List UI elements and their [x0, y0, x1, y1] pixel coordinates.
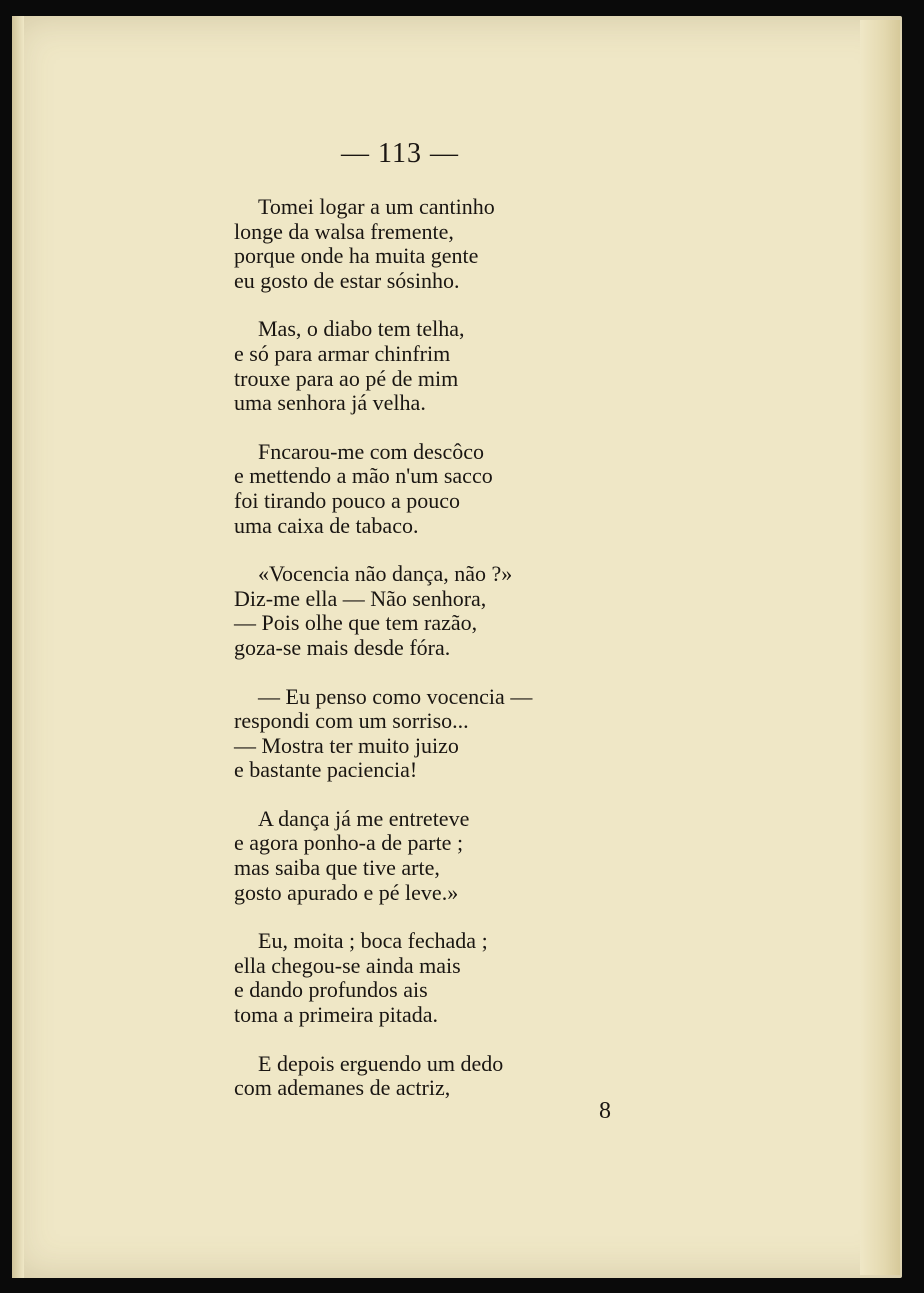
poem-line: foi tirando pouco a pouco [234, 487, 461, 513]
page-edge [860, 20, 900, 1275]
poem-line: e só para armar chinfrim [234, 340, 451, 366]
poem-line: eu gosto de estar sósinho. [234, 267, 460, 293]
stanza [234, 440, 654, 538]
poem-line: — Pois olhe que tem razão, [234, 610, 478, 636]
poem-line: e dando profundos ais [234, 977, 428, 1003]
poem-line: e bastante paciencia! [234, 757, 418, 783]
poem-line: Eu, moita ; boca fechada ; [258, 928, 488, 954]
poem-line: A dança já me entreteve [258, 805, 470, 831]
poem-line: uma senhora já velha. [234, 390, 426, 416]
poem-line: Tomei logar a um cantinho [258, 194, 495, 219]
poem-text [234, 195, 654, 1125]
poem-line: Mas, o diabo tem telha, [258, 316, 465, 342]
poem-line: E depois erguendo um dedo [258, 1050, 504, 1076]
poem-line: respondi com um sorriso... [234, 708, 469, 734]
poem-line: Fncarou-me com descôco [258, 438, 485, 464]
poem-line: porque onde ha muita gente [234, 243, 479, 269]
poem-line: «Vocencia não dança, não ?» [258, 561, 513, 587]
poem-line: longe da walsa fremente, [234, 218, 454, 244]
stanza [234, 929, 654, 1027]
poem-line: com ademanes de actriz, [234, 1075, 451, 1101]
stanza [234, 195, 654, 293]
stanza [234, 685, 654, 783]
poem-line: uma caixa de tabaco. [234, 512, 419, 538]
signature-mark: 8 [599, 1098, 611, 1124]
poem-line: ella chegou-se ainda mais [234, 952, 461, 978]
poem-line: goza-se mais desde fóra. [234, 634, 451, 660]
poem-line: — Mostra ter muito juizo [234, 732, 459, 758]
stanza [234, 317, 654, 415]
poem-line: trouxe para ao pé de mim [234, 365, 459, 391]
poem-line: Diz-me ella — Não senhora, [234, 585, 487, 611]
page-number: — 113 — [341, 138, 459, 169]
poem-line: e mettendo a mão n'um sacco [234, 463, 493, 489]
poem-line: gosto apurado e pé leve.» [234, 879, 459, 905]
stanza [234, 562, 654, 660]
poem-line: e agora ponho-a de parte ; [234, 830, 464, 856]
page-gutter [12, 16, 24, 1278]
stanza [234, 1052, 654, 1101]
stanza [234, 807, 654, 905]
poem-line: toma a primeira pitada. [234, 1002, 439, 1028]
poem-line: — Eu penso como vocencia — [258, 683, 533, 709]
poem-line: mas saiba que tive arte, [234, 855, 440, 881]
